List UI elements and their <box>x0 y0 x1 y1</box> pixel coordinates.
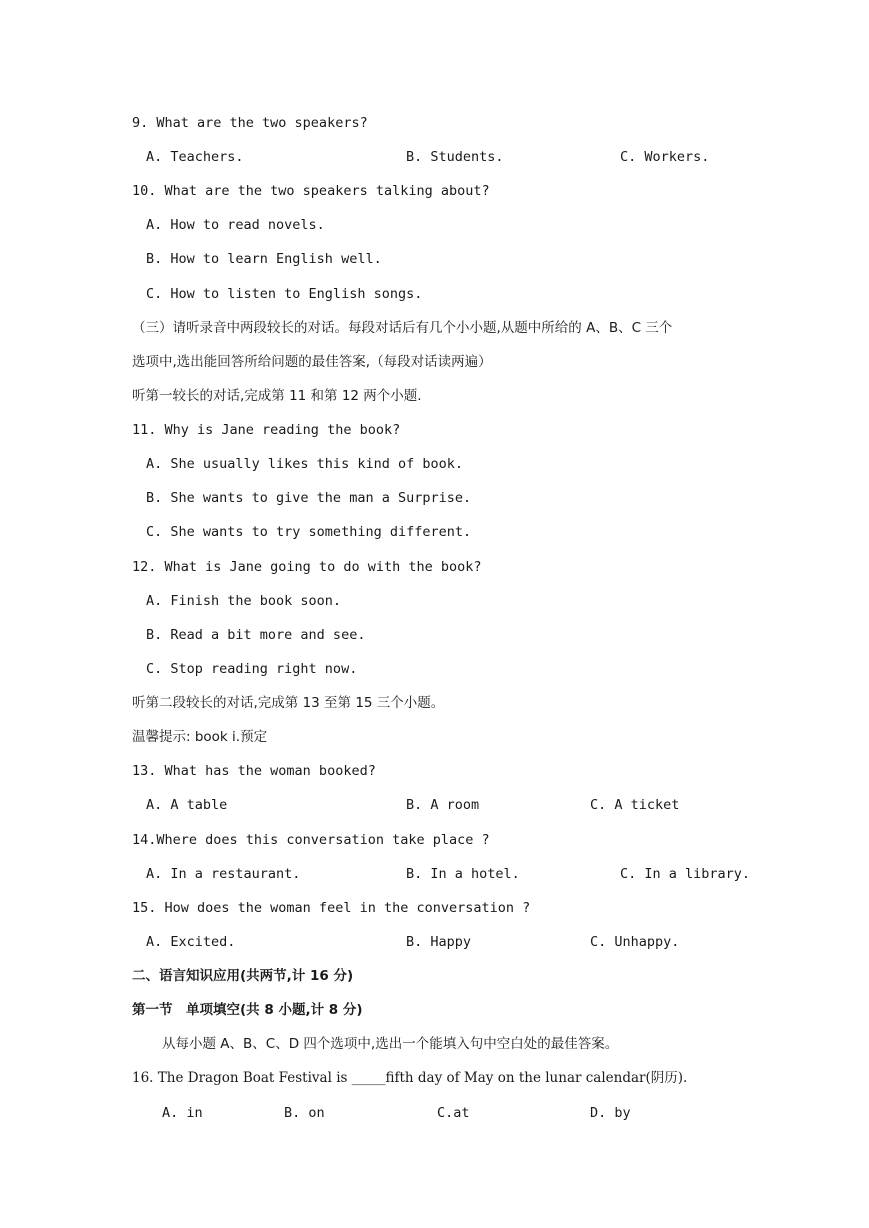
question-13-stem: 13. What has the woman booked? <box>132 763 376 779</box>
question-9-option-c: C. Workers. <box>620 149 710 165</box>
section-3-instruction-line-2: 选项中,选出能回答所给问题的最佳答案,（每段对话读两遍） <box>132 354 492 370</box>
question-15-option-c: C. Unhappy. <box>590 934 680 950</box>
question-10-option-c: C. How to listen to English songs. <box>146 286 423 302</box>
question-11-option-c: C. She wants to try something different. <box>146 524 472 540</box>
part-2-section-1-heading: 第一节 单项填空(共 8 小题,计 8 分) <box>132 1002 363 1018</box>
question-16-stem: 16. The Dragon Boat Festival is _____fifth day of May on the lunar calendar(阴历). <box>132 1070 688 1086</box>
question-14-option-a: A. In a restaurant. <box>146 866 301 882</box>
question-11-stem: 11. Why is Jane reading the book? <box>132 422 401 438</box>
question-15-option-a: A. Excited. <box>146 934 236 950</box>
question-16-option-d: D. by <box>590 1105 631 1121</box>
question-11-option-b: B. She wants to give the man a Surprise. <box>146 490 472 506</box>
question-9-option-b: B. Students. <box>406 149 504 165</box>
question-15-stem: 15. How does the woman feel in the conversation ? <box>132 900 531 916</box>
question-13-option-c: C. A ticket <box>590 797 680 813</box>
section-3-instruction-line-1: （三）请听录音中两段较长的对话。每段对话后有几个小小题,从题中所给的 A、B、C 三个 <box>132 320 673 336</box>
question-9-stem: 9. What are the two speakers? <box>132 115 368 131</box>
question-12-option-b: B. Read a bit more and see. <box>146 627 366 643</box>
question-12-stem: 12. What is Jane going to do with the book? <box>132 559 482 575</box>
question-10-option-b: B. How to learn English well. <box>146 251 382 267</box>
question-16-option-c: C.at <box>437 1105 470 1121</box>
question-14-option-c: C. In a library. <box>620 866 751 882</box>
question-16-option-a: A. in <box>162 1105 203 1121</box>
question-13-option-a: A. A table <box>146 797 228 813</box>
question-11-option-a: A. She usually likes this kind of book. <box>146 456 463 472</box>
dialog-1-intro: 听第一较长的对话,完成第 11 和第 12 两个小题. <box>132 388 422 404</box>
question-9-option-a: A. Teachers. <box>146 149 244 165</box>
question-14-stem: 14.Where does this conversation take place ? <box>132 832 490 848</box>
part-2-instruction: 从每小题 A、B、C、D 四个选项中,选出一个能填入句中空白处的最佳答案。 <box>162 1036 619 1052</box>
question-16-option-b: B. on <box>284 1105 325 1121</box>
question-10-stem: 10. What are the two speakers talking about? <box>132 183 490 199</box>
question-12-option-c: C. Stop reading right now. <box>146 661 358 677</box>
question-12-option-a: A. Finish the book soon. <box>146 593 342 609</box>
question-10-option-a: A. How to read novels. <box>146 217 325 233</box>
part-2-heading: 二、语言知识应用(共两节,计 16 分) <box>132 968 354 984</box>
dialog-2-intro: 听第二段较长的对话,完成第 13 至第 15 三个小题。 <box>132 695 445 711</box>
question-13-option-b: B. A room <box>406 797 480 813</box>
dialog-2-tip: 温馨提示: book i.预定 <box>132 729 268 745</box>
question-15-option-b: B. Happy <box>406 934 472 950</box>
question-14-option-b: B. In a hotel. <box>406 866 520 882</box>
